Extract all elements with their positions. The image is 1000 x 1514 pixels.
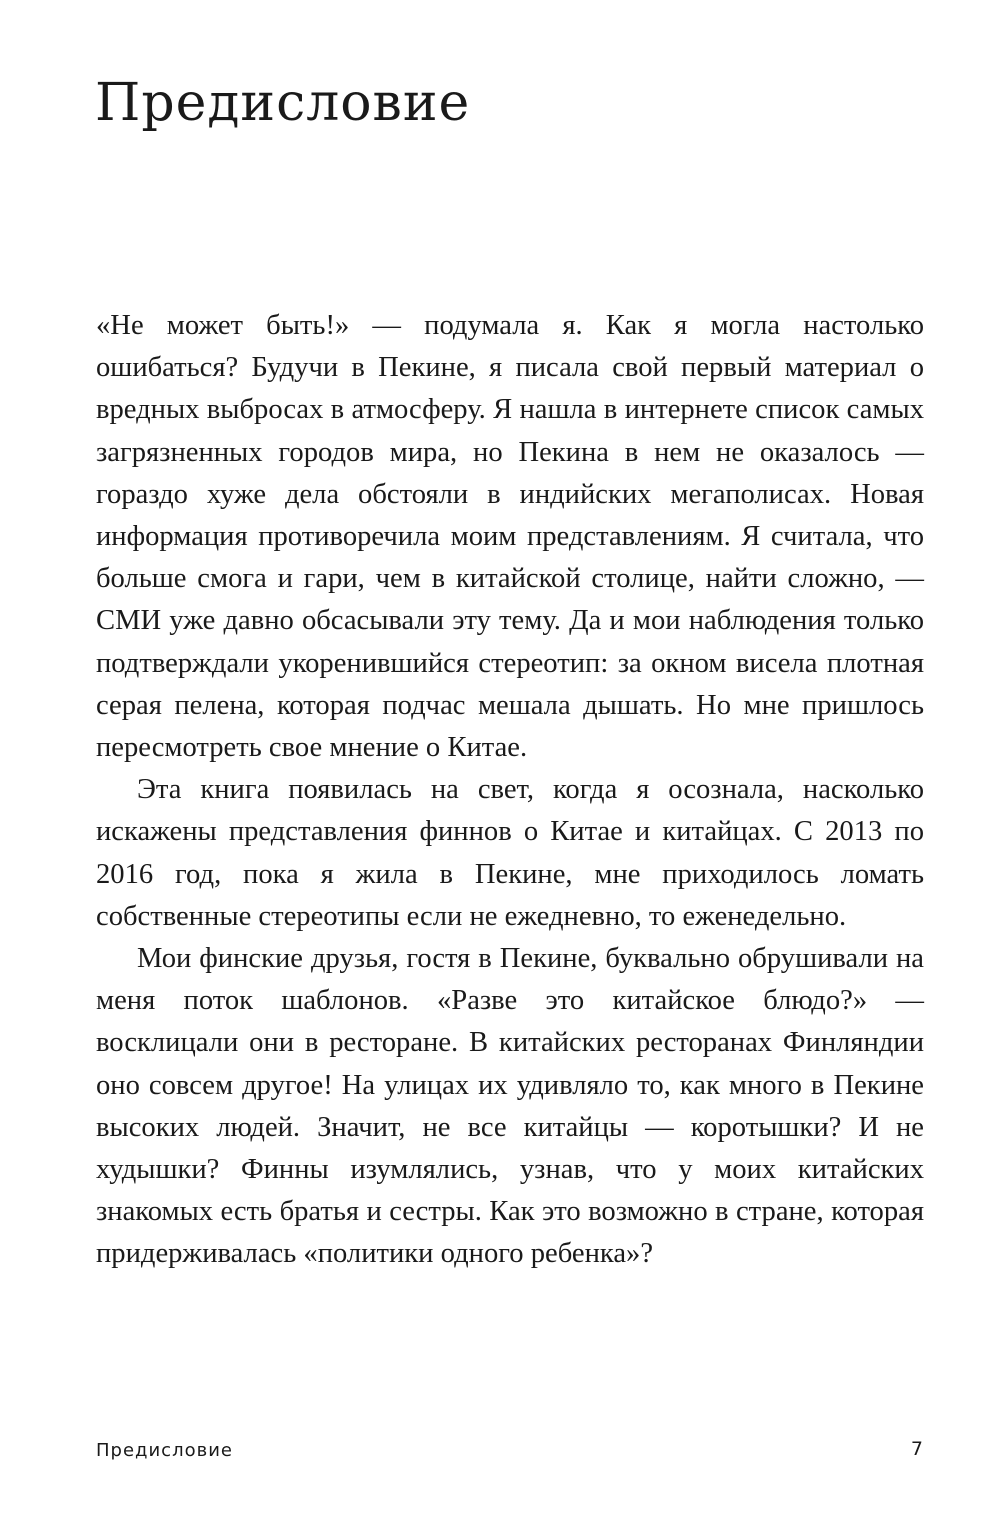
page-number: 7: [910, 1438, 923, 1460]
paragraph-2: Эта книга появилась на свет, когда я осознала, насколько искажены представления финнов о Китае и китайцах. С 2013 по 2016 год, пока я жила в Пекине, мне приходилось ломать собственные стереотипы если не ежедневно, то еженедельно.: [96, 774, 924, 932]
running-footer-section: Предисловие: [96, 1440, 233, 1461]
body-text: [96, 305, 924, 1276]
paragraph-1: «Не может быть!» — подумала я. Как я могла настолько ошибаться? Будучи в Пекине, я писала свой первый материал о вредных выбросах в атмосферу. Я нашла в интернете список самых загрязненных городов мира, но Пекина в нем не оказалось — гораздо хуже дела обстояли в индийских мегаполисах. Новая информация противоречила моим представлениям. Я считала, что больше смога и гари, чем в китайской столице, найти сложно, — СМИ уже давно обсасывали эту тему. Да и мои наблюдения только подтверждали укоренившийся стереотип: за окном висела плотная серая пелена, которая подчас мешала дышать. Но мне пришлось пересмотреть свое мнение о Китае.: [96, 310, 924, 764]
page-title: Предисловие: [95, 73, 471, 133]
paragraph-3: Мои финские друзья, гостя в Пекине, буквально обрушивали на меня поток шаблонов. «Разве это китайское блюдо?» — восклицали они в ресторане. В китайских ресторанах Финляндии оно совсем другое! На улицах их удивляло то, как много в Пекине высоких людей. Значит, не все китайцы — коротышки? И не худышки? Финны изумлялись, узнав, что у моих китайских знакомых есть братья и сестры. Как это возможно в стране, которая придерживалась «политики одного ребенка»?: [96, 943, 924, 1270]
